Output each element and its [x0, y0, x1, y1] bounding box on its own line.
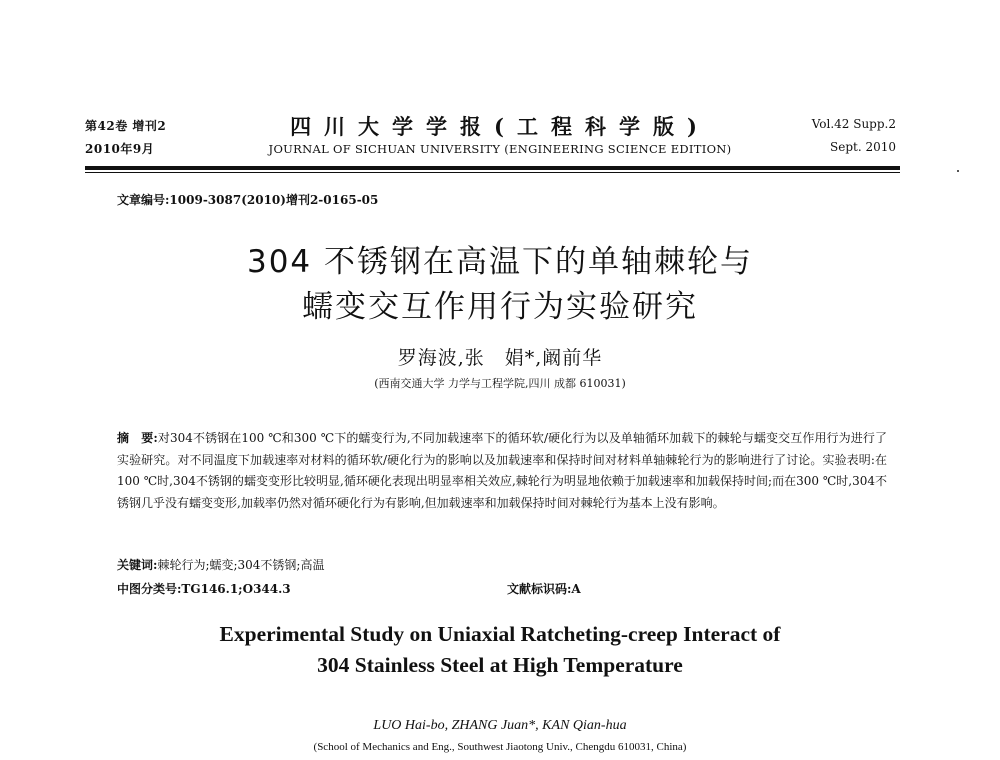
title-en-line-1: Experimental Study on Uniaxial Ratcheting-creep Interact of [219, 622, 781, 646]
authors-en: LUO Hai-bo, ZHANG Juan*, KAN Qian-hua [373, 718, 627, 733]
publication-date-cn: 2010年9月 [85, 142, 155, 156]
title-en-line-2: 304 Stainless Steel at High Temperature [317, 653, 683, 677]
authors-cn: 罗海波,张 娟*,阚前华 [397, 347, 603, 369]
journal-title-cn: 四川大学学报(工程科学版) [290, 114, 710, 139]
classification-number: 中图分类号:TG146.1;O344.3 [117, 582, 291, 596]
volume-issue-cn: 第42卷 增刊2 [85, 119, 167, 133]
abstract-label: 摘 要: [117, 431, 158, 445]
header-rule-thick [85, 166, 900, 170]
abstract-text: 对304不锈钢在100 ℃和300 ℃下的蠕变行为,不同加载速率下的循环软/硬化行为以及单轴循环加载下的棘轮与蠕变交互作用行为进行了实验研究。对不同温度下加载速率对材料的循环软/硬化行为的影响以及加载速率和保持时间对材料单轴棘轮行为的影响进行了讨论。实验表明:在100 ℃时,304不锈钢的蠕变变形比较明显,循环硬化表现出明显率相关效应,棘轮行为明显地依赖于加载速率和加载保持时间;而在300 ℃时,304不锈钢几乎没有蠕变变形,加载率仍然对循环硬化行为有影响,但加载速率和加载保持时间对棘轮行为基本上没有影响。 [117, 431, 887, 510]
document-code: 文献标识码:A [507, 582, 581, 596]
keywords-label: 关键词: [117, 558, 158, 572]
publication-date-en: Sept. 2010 [830, 140, 896, 154]
journal-title-en: JOURNAL OF SICHUAN UNIVERSITY (ENGINEERING SCIENCE EDITION) [268, 142, 732, 156]
title-cn-line-2: 蠕变交互作用行为实验研究 [302, 289, 698, 325]
keywords-text: 棘轮行为;蠕变;304不锈钢;高温 [157, 558, 325, 572]
scan-speck [957, 170, 959, 172]
article-number: 文章编号:1009-3087(2010)增刊2-0165-05 [117, 193, 379, 207]
abstract [117, 428, 887, 514]
header-rule-thin [85, 172, 900, 173]
keywords [117, 556, 324, 573]
volume-issue-en: Vol.42 Supp.2 [811, 117, 896, 131]
affiliation-en: (School of Mechanics and Eng., Southwest Jiaotong Univ., Chengdu 610031, China) [313, 741, 687, 753]
affiliation-cn: (西南交通大学 力学与工程学院,四川 成都 610031) [374, 377, 626, 390]
title-cn-line-1: 304 不锈钢在高温下的单轴棘轮与 [246, 244, 754, 280]
